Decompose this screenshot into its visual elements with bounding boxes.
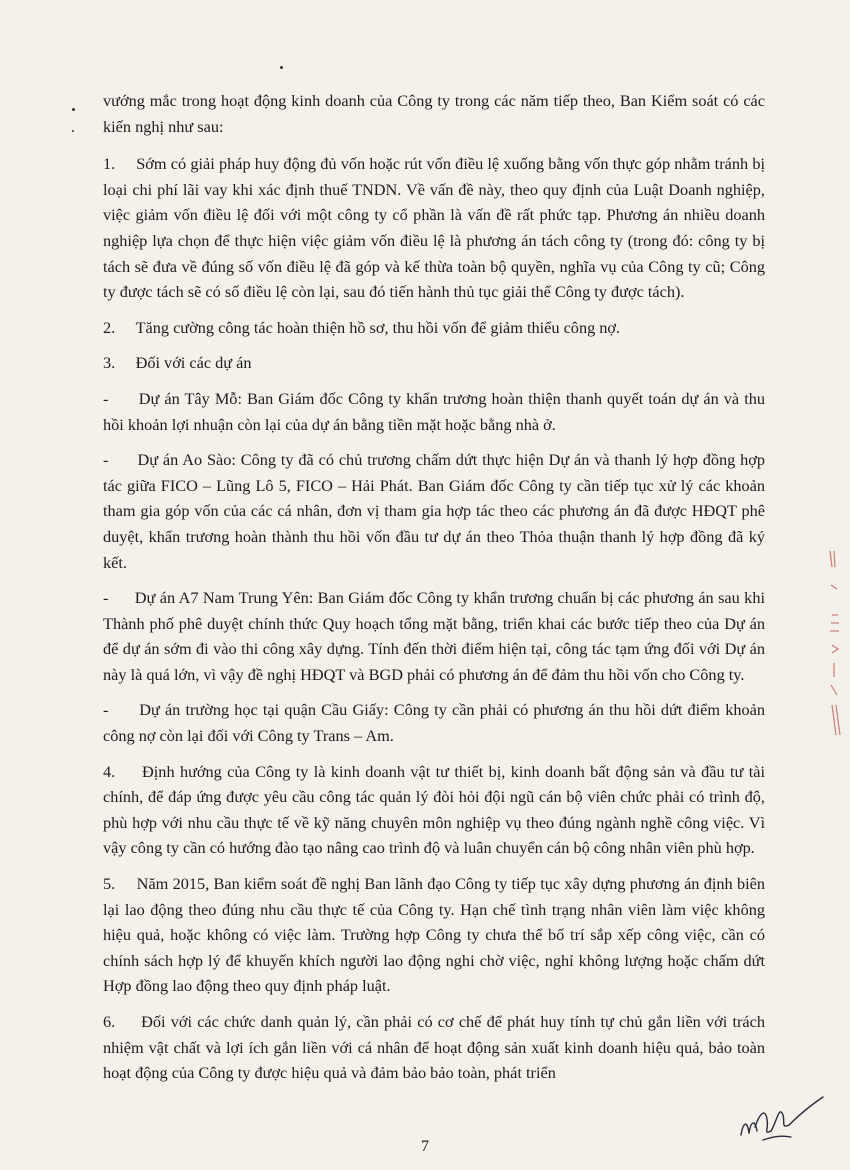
project-tay-mo: - Dự án Tây Mỗ: Ban Giám đốc Công ty khẩn trương hoàn thiện thanh quyết toán dự án và thu hồi khoản lợi nhuận còn lại của dự án bằng tiền mặt hoặc bằng nhà ở. xyxy=(103,388,765,434)
scan-speck xyxy=(72,130,74,132)
scan-speck xyxy=(72,108,75,111)
recommendation-3-heading: 3. Đối với các dự án xyxy=(103,353,252,373)
page-number: 7 xyxy=(421,1138,429,1155)
recommendation-5: 5. Năm 2015, Ban kiểm soát đề nghị Ban lãnh đạo Công ty tiếp tục xây dựng phương án định biên lại lao động theo đúng nhu cầu thực tế của Công ty. Hạn chế tình trạng nhân viên làm việc không hiệu quả, hoặc không có việc làm. Trường hợp Công ty chưa thể bố trí sắp xếp công việc, cần có chính sách hợp lý để khuyến khích người lao động nghi chờ việc, nghỉ không lượng hoặc chấm dứt Hợp đồng lao động theo quy định pháp luật. xyxy=(103,874,765,996)
margin-stamp-mark xyxy=(822,545,846,745)
recommendation-2: 2. Tăng cường công tác hoàn thiện hồ sơ, thu hồi vốn để giảm thiểu công nợ. xyxy=(103,317,621,337)
scan-speck xyxy=(280,66,283,69)
intro-paragraph: vướng mắc trong hoạt động kinh doanh của Công ty trong các năm tiếp theo, Ban Kiểm soát có các kiến nghị như sau: xyxy=(103,91,765,136)
project-a7-nam-trung-yen: - Dự án A7 Nam Trung Yên: Ban Giám đốc Công ty khẩn trương chuẩn bị các phương án sau khi Thành phố phê duyệt chính thức Quy hoạch tổng mặt bằng, triển khai các bước tiếp theo của Dự án để dự án sớm đi vào thi công xây dựng. Tính đến thời điểm hiện tại, công tác tạm ứng đối với Dự án này là quá lớn, vì vậy đề nghị HĐQT và BGD phải có phương án để đảm thu hồi vốn cho Công ty. xyxy=(103,588,765,684)
recommendation-6: 6. Đối với các chức danh quản lý, cần phải có cơ chế để phát huy tính tự chủ gắn liền với trách nhiệm vật chất và lợi ích gắn liền với cá nhân để hoạt động sản xuất kinh doanh hiệu quả, bảo toàn hoạt động của Công ty được hiệu quả và đảm bảo bảo toàn, phát triển xyxy=(103,1012,765,1083)
recommendation-1: 1. Sớm có giải pháp huy động đủ vốn hoặc rút vốn điều lệ xuống bằng vốn thực góp nhằm tránh bị loại chi phí lãi vay khi xác định thuế TNDN. Về vấn đề này, theo quy định của Luật Doanh nghiệp, việc giảm vốn điều lệ đối với một công ty cổ phần là vấn đề rất phức tạp. Phương án nhiều doanh nghiệp lựa chọn để thực hiện việc giảm vốn điều lệ là phương án tách công ty (trong đó: công ty bị tách sẽ đưa về đúng số vốn điều lệ đã góp và kế thừa toàn bộ quyền, nghĩa vụ của Công ty cũ; Công ty được tách sẽ có số điều lệ còn lại, sau đó tiến hành thủ tục giải thể Công ty được tách). xyxy=(103,154,765,302)
project-school-cau-giay: - Dự án trường học tại quận Cầu Giấy: Công ty cần phải có phương án thu hồi dứt điểm khoản công nợ còn lại đối với Công ty Trans – Am. xyxy=(103,700,765,746)
handwritten-signature xyxy=(733,1085,828,1145)
recommendation-4: 4. Định hướng của Công ty là kinh doanh vật tư thiết bị, kinh doanh bất động sản và đầu tư tài chính, để đáp ứng được yêu cầu công tác quản lý đòi hỏi đội ngũ cán bộ viên chức phải có trình độ, phù hợp với nhu cầu thực tế về kỹ năng chuyên môn nghiệp vụ theo đúng ngành nghề công việc. Vì vậy công ty cần có hướng đào tạo nâng cao trình độ và luân chuyển cán bộ công nhân viên phù hợp. xyxy=(103,761,765,858)
document-page xyxy=(103,88,765,1096)
project-ao-sao: - Dự án Ao Sào: Công ty đã có chủ trương chấm dứt thực hiện Dự án và thanh lý hợp đồng hợp tác giữa FICO – Lũng Lô 5, FICO – Hải Phát. Ban Giám đốc Công ty cần tiếp tục xử lý các khoản tham gia góp vốn của các cá nhân, đơn vị tham gia hợp tác theo các phương án đã được HĐQT phê duyệt, khẩn trương hoàn thành thu hồi vốn đầu tư dự án theo Thỏa thuận thanh lý hợp đồng đã ký kết. xyxy=(103,450,765,572)
